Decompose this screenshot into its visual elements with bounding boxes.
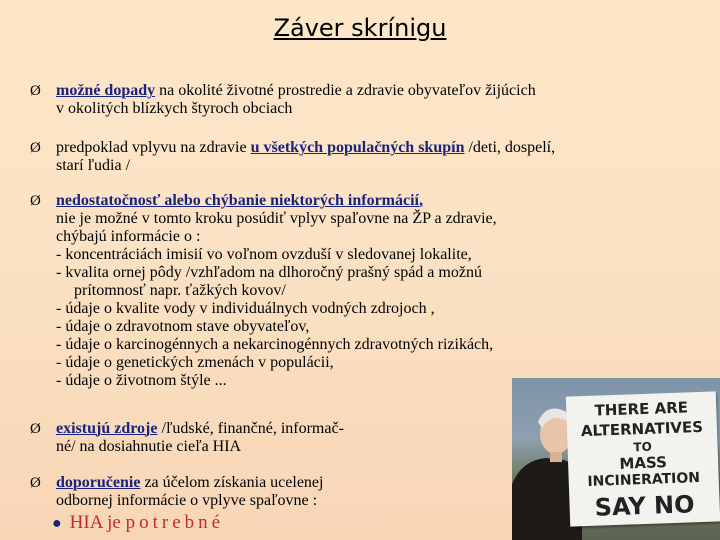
bullet-line: starí ľudia / [56, 157, 131, 174]
arrow-bullet-icon: Ø [30, 475, 41, 491]
bullet-line: - údaje o genetických zmenách v populácii, [56, 354, 334, 371]
bullet-line: - údaje o kvalite vody v individuálnych vodných zdrojoch , [56, 300, 435, 317]
bullet-text: za účelom získania ucelenej [140, 474, 324, 491]
bullet-recommendation [30, 474, 450, 510]
bullet-assumption [30, 139, 710, 175]
bullet-text: na okolité životné prostredie a zdravie obyvateľov žijúcich [155, 82, 536, 99]
sign-text: TO [633, 439, 653, 455]
bullet-line: chýbajú informácie o : [56, 228, 201, 245]
bullet-highlight: nedostatočnosť alebo chýbanie niektorých informácií, [56, 192, 423, 209]
bullet-line: - údaje o karcinogénnych a nekarcinogénnych zdravotných rizikách, [56, 336, 494, 353]
hia-conclusion [52, 512, 224, 534]
arrow-bullet-icon: Ø [30, 193, 41, 209]
bullet-line: nie je možné v tomto kroku posúdiť vplyv spaľovne na ŽP a zdravie, [56, 210, 497, 227]
sign-text: SAY NO [594, 490, 695, 522]
bullet-dot-icon: ● [52, 515, 62, 532]
slide-title: Záver skrínigu [273, 14, 447, 42]
bullet-line: odbornej informácie o vplyve spaľovne : [56, 492, 318, 509]
bullet-line: - kvalita ornej pôdy /vzhľadom na dlhoročný prašný spád a možnú [56, 264, 482, 281]
bullet-resources [30, 420, 430, 456]
bullet-text: predpoklad vplyvu na zdravie [56, 139, 251, 156]
hia-text: HIA je [69, 512, 121, 533]
bullet-line: v okolitých blízkych štyroch obciach [56, 100, 293, 117]
slide-title-wrap [0, 14, 720, 42]
bullet-line: - koncentráciách imisií vo voľnom ovzduší v sledovanej lokalite, [56, 246, 472, 263]
bullet-text: /deti, dospelí, [464, 139, 556, 156]
bullet-highlight: možné dopady [56, 82, 156, 99]
hia-needed-text: potrebné [125, 512, 225, 533]
arrow-bullet-icon: Ø [30, 83, 41, 99]
protest-sign [566, 391, 720, 526]
sign-text: MASS [619, 453, 668, 473]
bullet-line: - údaje o životnom štýle ... [56, 372, 227, 389]
bullet-highlight: u všetkých populačných skupín [250, 139, 465, 156]
sign-text: INCINERATION [587, 470, 701, 490]
bullet-possible-impacts [30, 82, 710, 118]
sign-text: ALTERNATIVES [580, 417, 704, 441]
protester-photo [512, 378, 720, 540]
arrow-bullet-icon: Ø [30, 140, 41, 156]
arrow-bullet-icon: Ø [30, 421, 41, 437]
bullet-line: - údaje o zdravotnom stave obyvateľov, [56, 318, 310, 335]
bullet-line: né/ na dosiahnutie cieľa HIA [56, 438, 242, 455]
bullet-highlight: doporučenie [56, 474, 141, 491]
bullet-highlight: existujú zdroje [56, 420, 158, 437]
bullet-line: prítomnosť napr. ťažkých kovov/ [74, 282, 286, 299]
bullet-text: /ľudské, finančné, informač- [157, 420, 344, 437]
sign-text: THERE ARE [594, 398, 689, 420]
bullet-insufficient-info [30, 192, 710, 390]
